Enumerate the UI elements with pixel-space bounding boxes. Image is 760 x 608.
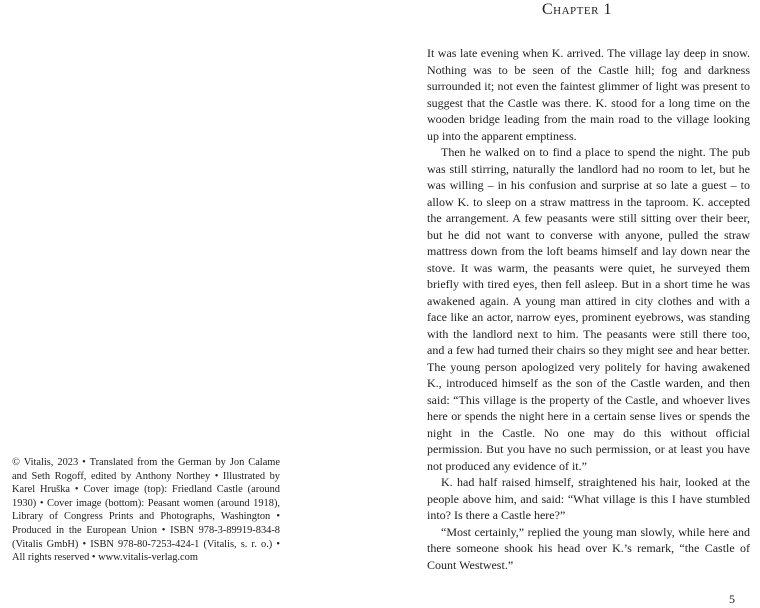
right-page <box>380 0 760 608</box>
page-number: 5 <box>729 592 735 606</box>
colophon: © Vitalis, 2023 • Translated from the German by Jon Calame and Seth Rogoff, edited by Anthony Northey • Illustrated by Karel Hruška • Cover image (top): Friedland Castle (around 1930) • Cover image (bottom): Peasant women (around 1918), Library of Congress Prints and Photographs, Washington • Produced in the European Union • ISBN 978-3-89919-834-8 (Vitalis GmbH) • ISBN 978-80-7253-424-1 (Vitalis, s. r. o.) • All rights reserved • www.vitalis-verlag.com <box>12 457 280 564</box>
chapter-title: Chapter 1 <box>542 1 612 18</box>
chapter-body <box>427 45 750 573</box>
paragraph: It was late evening when K. arrived. The village lay deep in snow. Nothing was to be seen of the Castle hill; fog and darkness surrounded it; not even the faintest glimmer of light was present to suggest that the Castle was there. K. stood for a long time on the wooden bridge leading from the main road to the village looking up into the apparent emptiness. <box>427 46 750 143</box>
paragraph: Then he walked on to find a place to spend the night. The pub was still stirring, naturally the landlord had no room to let, but he was willing – in his confusion and surprise at so late a guest – to allow K. to sleep on a straw mattress in the taproom. K. accepted the arrangement. A few peasants were still sitting over their beer, but he did not want to converse with anyone, pulled the straw mattress down from the loft beams himself and lay down near the stove. It was warm, the peasants were quiet, he surveyed them briefly with tired eyes, then fell asleep. But in a short time he was awakened again. A young man attired in city clothes and with a face like an actor, narrow eyes, prominent eyebrows, was standing with the landlord next to him. The peasants were still there too, and a few had turned their chairs so they might see and hear better. The young person apologized very politely for having awakened K., introduced himself as the son of the Castle warden, and then said: “This village is the property of the Castle, and whoever lives here or spends the night here in a certain sense lives or spends the night in the Castle. No one may do this without official permission. But you have no such permission, or at least you have not produced any evidence of it.” <box>427 145 750 473</box>
paragraph: K. had half raised himself, straightened his hair, looked at the people above him, and said: “What village is this I have stumbled into? Is there a Castle here?” <box>427 475 750 522</box>
paragraph: “Most certainly,” replied the young man slowly, while here and there someone shook his head over K.’s remark, “the Castle of Count Westwest.” <box>427 524 750 572</box>
